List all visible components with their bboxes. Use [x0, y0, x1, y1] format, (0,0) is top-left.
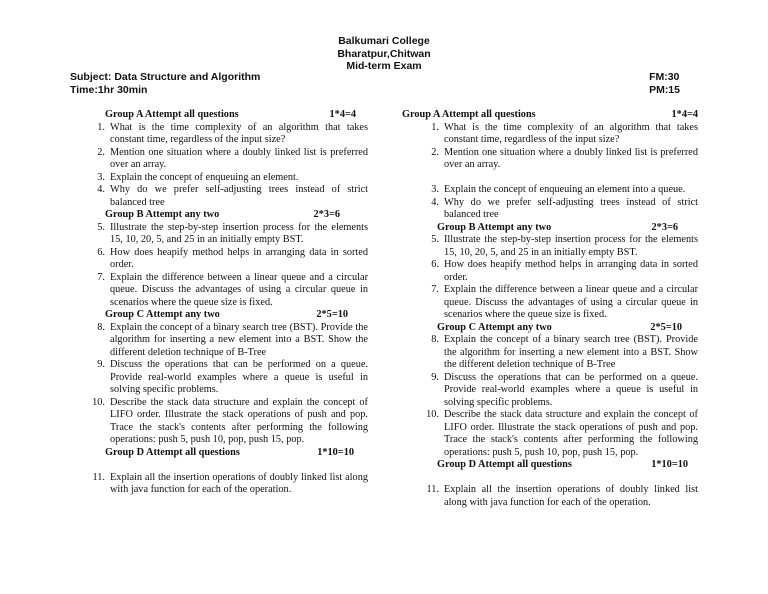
- group-b-heading: [418, 222, 698, 235]
- question-item: 11. Explain all the insertion operations of doubly linked list along with java function for each of the operation.: [426, 484, 698, 508]
- group-title: Group C Attempt any two: [437, 321, 552, 333]
- group-marks: 2*5=10: [316, 309, 348, 320]
- marks-block: [649, 71, 680, 96]
- group-title: Group D Attempt all questions: [437, 459, 572, 470]
- group-marks: 2*5=10: [650, 321, 682, 333]
- group-d-heading: [84, 447, 368, 460]
- group-title: Group B Attempt any two: [105, 209, 220, 220]
- question-item: 6. How does heapify method helps in arranging data in sorted order.: [431, 259, 698, 283]
- full-marks: FM:30: [649, 71, 680, 83]
- exam-header: [0, 35, 768, 73]
- group-c-heading: [84, 309, 368, 322]
- group-marks: 2*3=6: [313, 209, 340, 220]
- group-title: Group D Attempt all questions: [105, 446, 240, 458]
- group-marks: 1*10=10: [317, 446, 354, 458]
- question-item: 3. Explain the concept of enqueuing an element.: [97, 171, 299, 183]
- group-marks: 1*4=4: [671, 109, 698, 120]
- group-d-heading: [418, 459, 698, 472]
- group-a-heading: [84, 109, 368, 122]
- question-item: 2. Mention one situation where a doubly linked list is preferred over an array.: [431, 146, 698, 170]
- group-marks: 1*10=10: [651, 459, 688, 470]
- question-item: 2. Mention one situation where a doubly linked list is preferred over an array.: [97, 146, 368, 170]
- pass-marks: PM:15: [649, 83, 680, 96]
- question-item: 1. What is the time complexity of an algorithm that takes constant time, regardless of the input size?: [431, 121, 698, 145]
- question-item: 9. Discuss the operations that can be performed on a queue. Provide real-world examples where a queue is useful in solving specific problems.: [431, 371, 698, 408]
- group-title: Group A Attempt all questions: [105, 109, 239, 120]
- group-title: Group C Attempt any two: [105, 309, 220, 320]
- question-item: 6. How does heapify method helps in arranging data in sorted order.: [97, 246, 368, 270]
- group-title: Group B Attempt any two: [437, 221, 552, 233]
- question-item: 11. Explain all the insertion operations of doubly linked list along with java function for each of the operation.: [92, 471, 368, 495]
- question-item: 8. Explain the concept of a binary search tree (BST). Provide the algorithm for inserting a new element into a BST. Show the different deletion technique of B-Tree: [431, 334, 698, 370]
- group-title: Group A Attempt all questions: [402, 109, 536, 120]
- group-b-heading: [84, 209, 368, 222]
- question-item: 4. Why do we prefer self-adjusting trees instead of strict balanced tree: [431, 196, 698, 220]
- group-marks: 2*3=6: [651, 221, 678, 233]
- college-name: Balkumari College: [338, 35, 430, 47]
- college-location: Bharatpur,Chitwan: [337, 47, 431, 60]
- question-item: 3. Explain the concept of enqueuing an element into a queue.: [431, 184, 686, 195]
- question-item: 4. Why do we prefer self-adjusting trees instead of strict balanced tree: [97, 184, 368, 208]
- question-item: 9. Discuss the operations that can be performed on a queue. Provide real-world examples where a queue is useful in solving specific problems.: [97, 359, 368, 395]
- question-item: 10. Describe the stack data structure and explain the concept of LIFO order. Illustrate the stack operations of push and pop. Trace the stack's contents after performing the following operations: push 5, push 10, pop, push 15, pop.: [426, 409, 698, 458]
- question-item: 7. Explain the difference between a linear queue and a circular queue. Discuss the advantages of using a circular queue in scenarios where the queue size is fixed.: [97, 271, 368, 308]
- question-column-left: [84, 109, 368, 497]
- group-c-heading: [418, 322, 698, 335]
- question-item: 5. Illustrate the step-by-step insertion process for the elements 15, 10, 20, 5, and 25 in an initially empty BST.: [431, 234, 698, 258]
- question-item: 10. Describe the stack data structure and explain the concept of LIFO order. Illustrate the stack operations of push and pop. Trace the stack's contents after performing the following operations: push 5, push 10, pop, push 15, pop.: [92, 396, 368, 445]
- question-item: 7. Explain the difference between a linear queue and a circular queue. Discuss the advantages of using a circular queue in scenarios where the queue size is fixed.: [431, 284, 698, 320]
- question-column-right: [402, 109, 698, 509]
- subject-block: [70, 71, 260, 96]
- group-marks: 1*4=4: [329, 109, 356, 120]
- exam-title: Mid-term Exam: [346, 60, 422, 72]
- question-item: 1. What is the time complexity of an algorithm that takes constant time, regardless of the input size?: [97, 121, 368, 145]
- time-line: Time:1hr 30min: [70, 83, 148, 96]
- question-item: 8. Explain the concept of a binary search tree (BST). Provide the algorithm for inserting a new element into a BST. Show the different deletion technique of B-Tree: [97, 321, 368, 358]
- group-a-heading: [402, 109, 698, 122]
- subject-line: Subject: Data Structure and Algorithm: [70, 71, 261, 83]
- question-item: 5. Illustrate the step-by-step insertion process for the elements 15, 10, 20, 5, and 25 in an initially empty BST.: [97, 221, 368, 245]
